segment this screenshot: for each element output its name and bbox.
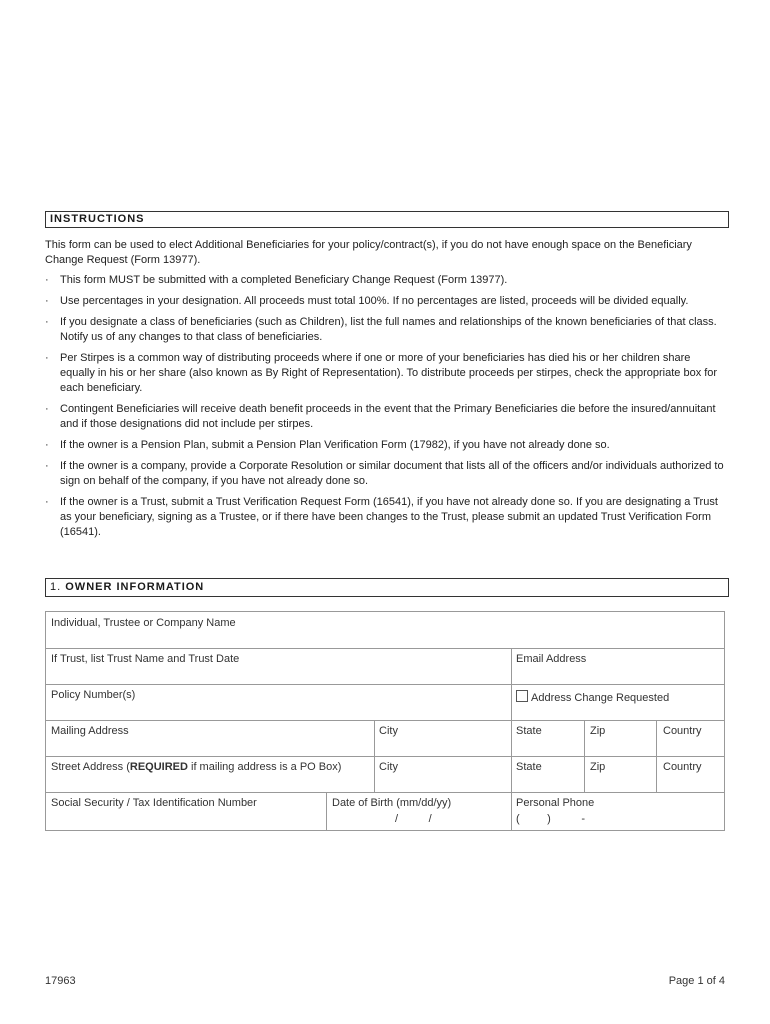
mailing-label: Mailing Address: [51, 725, 129, 737]
row-divider: [46, 720, 724, 721]
street-state-field[interactable]: [516, 761, 542, 773]
street-label-pre: Street Address (: [51, 761, 130, 773]
column-divider: [511, 648, 512, 720]
city-label: City: [379, 761, 398, 773]
country-label: Country: [663, 725, 702, 737]
instructions-list: [45, 273, 727, 540]
list-item: [45, 402, 727, 432]
trust-label: If Trust, list Trust Name and Trust Date: [51, 653, 240, 665]
bullet-text: If the owner is a company, provide a Corporate Resolution or similar document that lists all of the officers and/or individuals authorized to sign on behalf of the company, if you have not already done so.: [60, 460, 724, 487]
name-field[interactable]: [51, 617, 236, 629]
column-divider: [584, 720, 585, 792]
list-item: [45, 351, 727, 396]
dob-label: Date of Birth (mm/dd/yy): [332, 797, 452, 809]
owner-heading-text: OWNER INFORMATION: [65, 581, 205, 593]
instructions-heading: [45, 211, 729, 228]
instructions-heading-text: INSTRUCTIONS: [50, 213, 145, 225]
list-item: [45, 495, 727, 540]
policy-label: Policy Number(s): [51, 689, 136, 701]
ssn-label: Social Security / Tax Identification Number: [51, 797, 257, 809]
street-country-field[interactable]: [663, 761, 702, 773]
email-field[interactable]: [516, 653, 586, 665]
bullet-icon: ·: [45, 496, 49, 508]
bullet-icon: ·: [45, 274, 49, 286]
address-change-label: Address Change Requested: [531, 692, 670, 704]
bullet-icon: ·: [45, 403, 49, 415]
phone-field[interactable]: [516, 797, 594, 809]
form-number: 17963: [45, 975, 76, 987]
country-label: Country: [663, 761, 702, 773]
email-label: Email Address: [516, 653, 587, 665]
list-item: [45, 459, 727, 489]
street-address-field[interactable]: [51, 761, 341, 773]
owner-information-form: [45, 611, 725, 831]
street-city-field[interactable]: [379, 761, 398, 773]
state-label: State: [516, 725, 542, 737]
column-divider: [656, 720, 657, 792]
row-divider: [46, 648, 724, 649]
street-label-required: REQUIRED: [129, 761, 188, 773]
list-item: [45, 438, 727, 453]
dob-mask-text: / /: [395, 813, 432, 825]
mailing-city-field[interactable]: [379, 725, 398, 737]
bullet-icon: ·: [45, 352, 49, 364]
instructions-intro: This form can be used to elect Additional Beneficiaries for your policy/contract(s), if you do not have enough space on the Beneficiary Change Request (Form 13977).: [45, 239, 692, 266]
instructions-body: [45, 238, 727, 546]
mailing-country-field[interactable]: [663, 725, 702, 737]
zip-label: Zip: [590, 761, 606, 773]
zip-label: Zip: [590, 725, 606, 737]
bullet-text: If the owner is a Pension Plan, submit a Pension Plan Verification Form (17982), if you have not already done so.: [60, 439, 610, 451]
bullet-text: Per Stirpes is a common way of distributing proceeds where if one or more of your beneficiaries has died his or her children share equally in his or her share (also known as By Right of Representation). To distribute proceeds per stirpes, check the appropriate box for each beneficiary.: [60, 352, 718, 394]
list-item: [45, 273, 727, 288]
column-divider: [374, 720, 375, 792]
column-divider: [511, 720, 512, 831]
row-divider: [46, 792, 724, 793]
bullet-text: If you designate a class of beneficiaries (such as Children), list the full names and relationships of the known beneficiaries of that class. Notify us of any changes to that class of beneficiaries.: [60, 316, 717, 343]
bullet-text: If the owner is a Trust, submit a Trust Verification Request Form (16541), if you have not already done so. If you are designating a Trust as your beneficiary, signing as a Trustee, or if there have been changes to the Trust, please submit an updated Trust Verification Form (16541).: [60, 496, 718, 538]
street-label-post: if mailing address is a PO Box): [187, 761, 342, 773]
phone-mask-text: ( ) -: [516, 813, 586, 825]
mailing-zip-field[interactable]: [590, 725, 605, 737]
address-change-checkbox[interactable]: [516, 690, 528, 702]
city-label: City: [379, 725, 398, 737]
mailing-address-field[interactable]: [51, 725, 129, 737]
section-number: 1.: [50, 581, 62, 593]
street-zip-field[interactable]: [590, 761, 605, 773]
list-item: [45, 294, 727, 309]
bullet-icon: ·: [45, 460, 49, 472]
owner-information-heading: [45, 578, 729, 597]
row-divider: [46, 684, 724, 685]
ssn-field[interactable]: [51, 797, 257, 809]
bullet-text: Contingent Beneficiaries will receive death benefit proceeds in the event that the Primary Beneficiaries die before the insured/annuitant and if those designations did not include per stirpes.: [60, 403, 716, 430]
bullet-text: Use percentages in your designation. All proceeds must total 100%. If no percentages are listed, proceeds will be divided equally.: [60, 295, 689, 307]
bullet-text: This form MUST be submitted with a completed Beneficiary Change Request (Form 13977).: [60, 274, 508, 286]
column-divider: [326, 792, 327, 831]
bullet-icon: ·: [45, 439, 49, 451]
policy-number-field[interactable]: [51, 689, 135, 701]
page-number: Page 1 of 4: [668, 975, 725, 987]
dob-mask: [395, 813, 432, 825]
phone-label: Personal Phone: [516, 797, 595, 809]
bullet-icon: ·: [45, 316, 49, 328]
bullet-icon: ·: [45, 295, 49, 307]
name-label: Individual, Trustee or Company Name: [51, 617, 236, 629]
address-change-checkbox-group: [516, 690, 669, 704]
state-label: State: [516, 761, 542, 773]
row-divider: [46, 756, 724, 757]
dob-field[interactable]: [332, 797, 451, 809]
trust-name-field[interactable]: [51, 653, 239, 665]
list-item: [45, 315, 727, 345]
mailing-state-field[interactable]: [516, 725, 542, 737]
phone-mask: [516, 813, 585, 825]
